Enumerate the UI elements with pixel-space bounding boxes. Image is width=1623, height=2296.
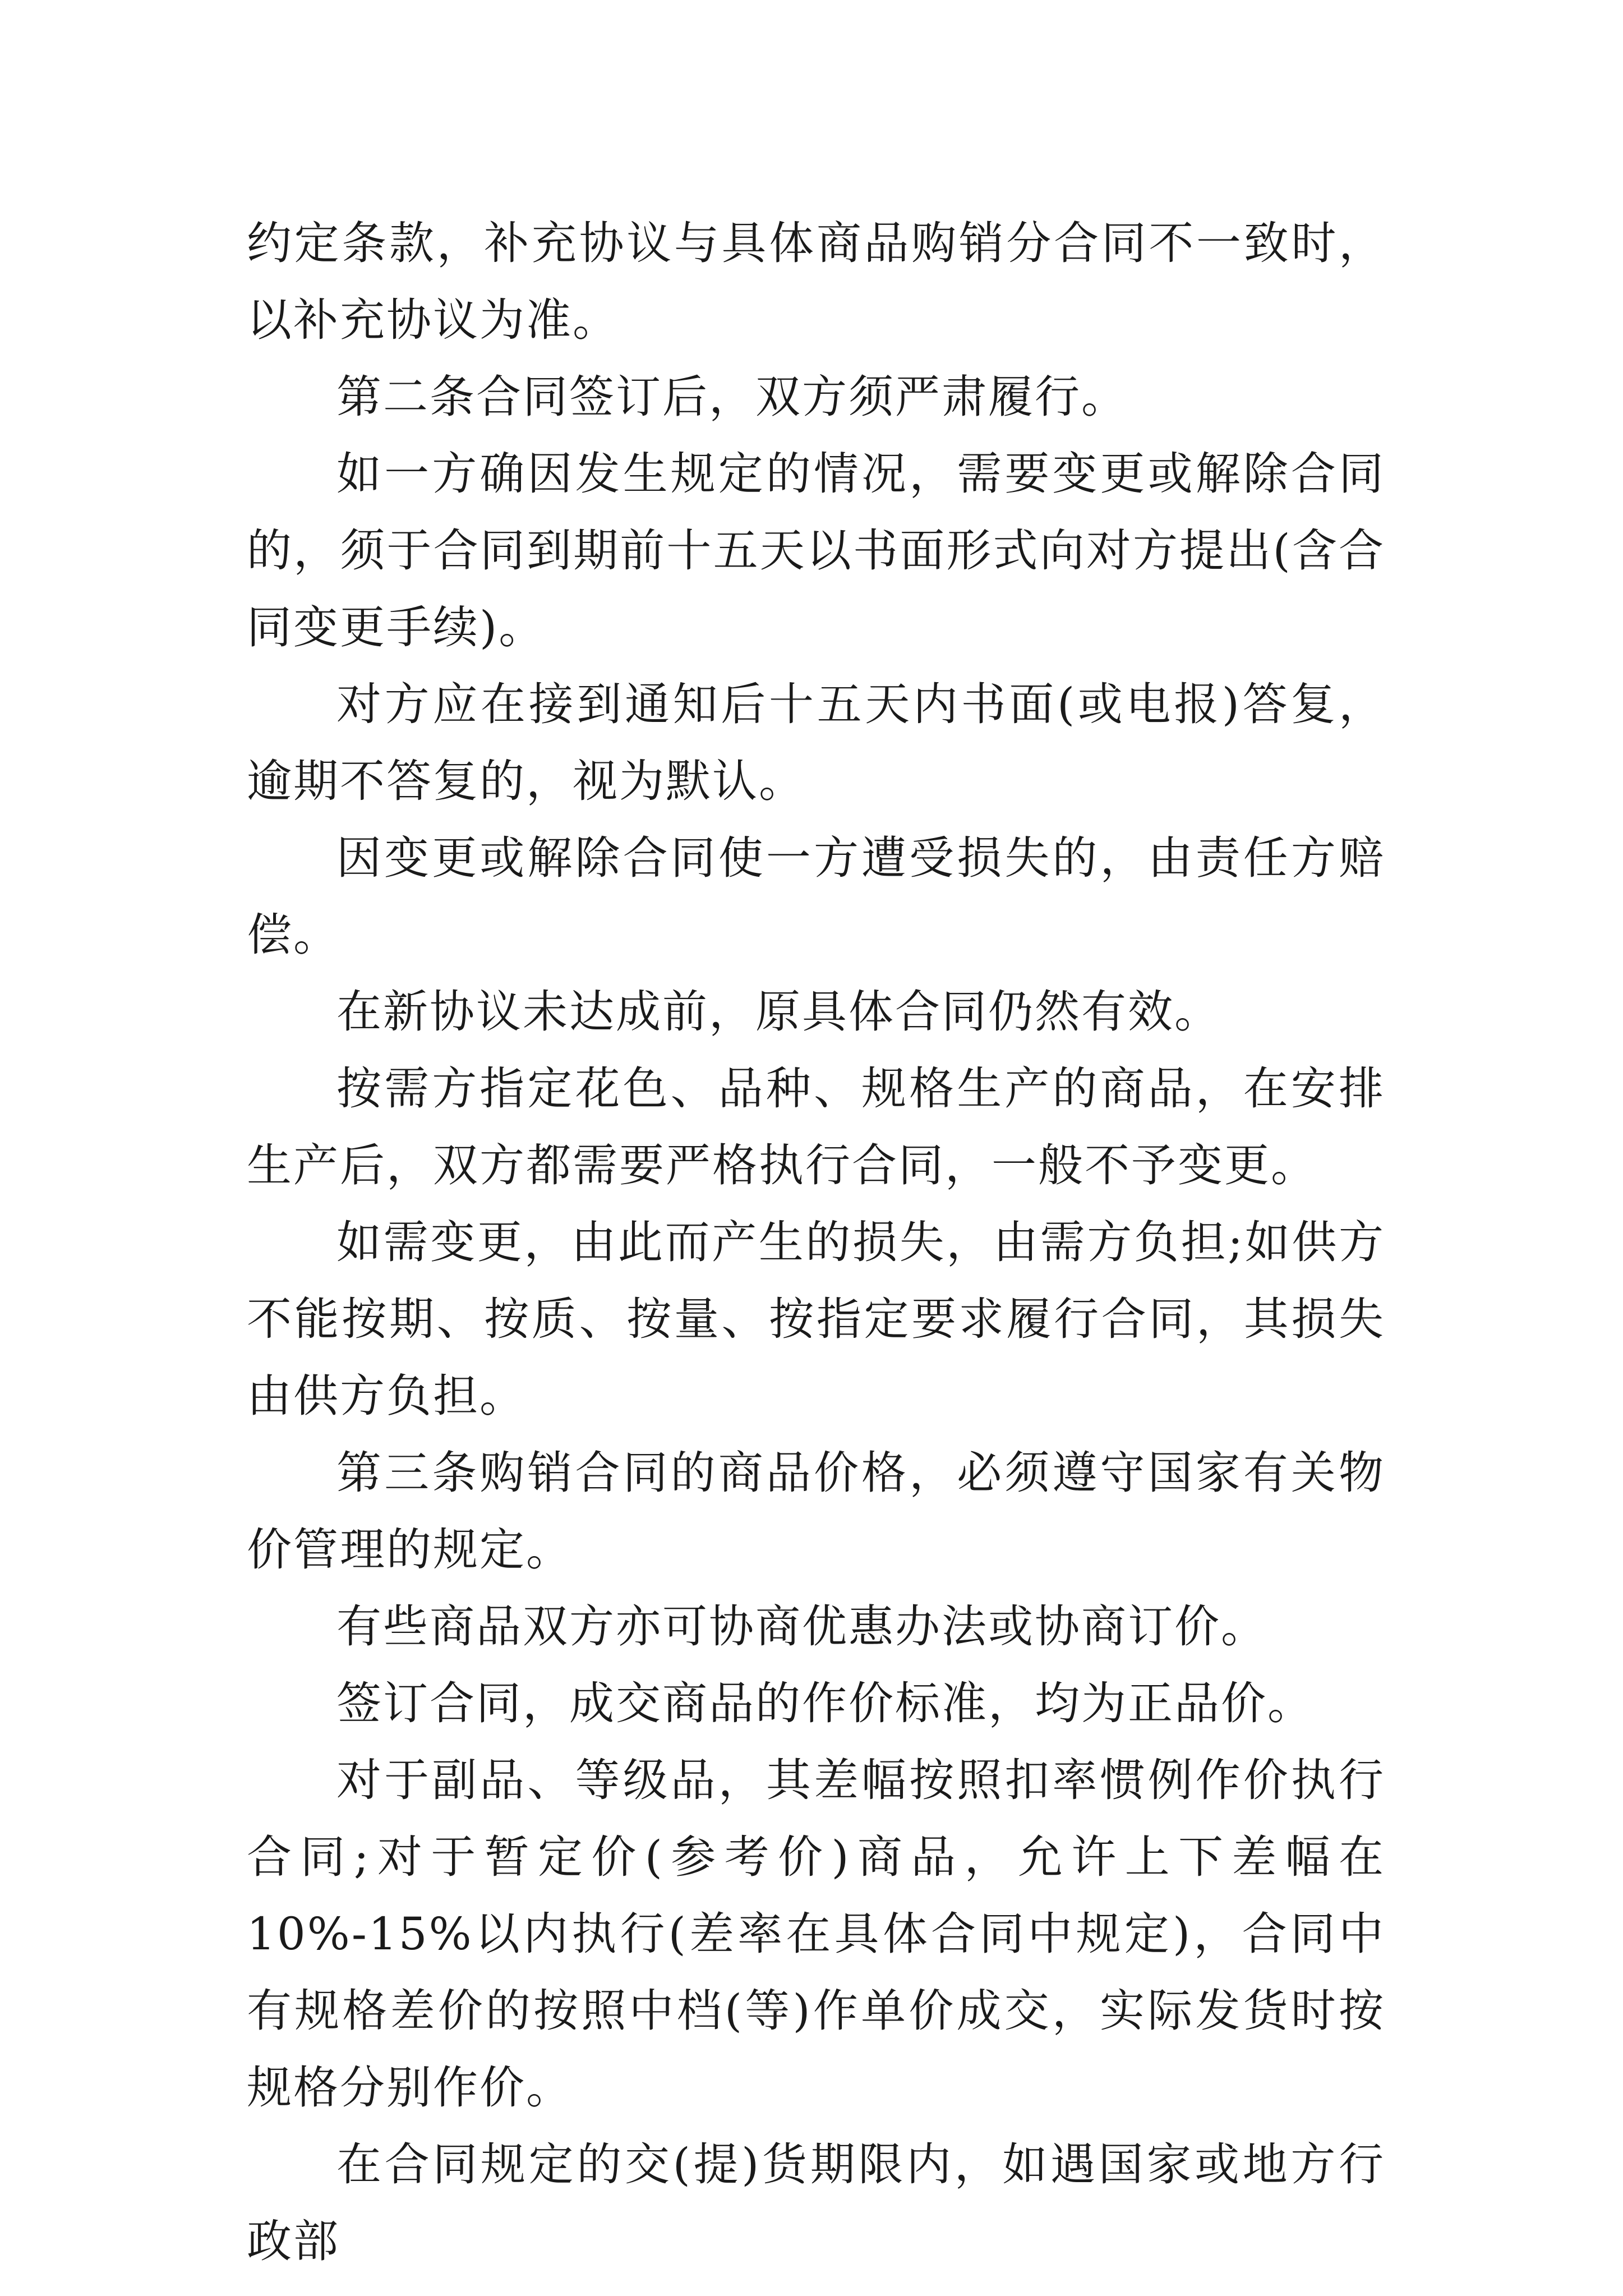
paragraph: 有些商品双方亦可协商优惠办法或协商订价。 (336, 1600, 1267, 1653)
paragraph: 按需方指定花色、品种、规格生产的商品，在安排生产后，双方都需要严格执行合同，一般不予变更。 (247, 1062, 1385, 1191)
paragraph: 在新协议未达成前，原具体合同仍然有效。 (336, 986, 1221, 1038)
paragraph: 如需变更，由此而产生的损失，由需方负担;如供方不能按期、按质、按量、按指定要求履行合同，其损失由供方负担。 (247, 1216, 1385, 1422)
document-body (247, 205, 1385, 2280)
paragraph: 第三条购销合同的商品价格，必须遵守国家有关物价管理的规定。 (247, 1447, 1385, 1576)
paragraph: 如一方确因发生规定的情况，需要变更或解除合同的，须于合同到期前十五天以书面形式向对方提出(含合同变更手续)。 (247, 448, 1385, 654)
paragraph: 在合同规定的交(提)货期限内，如遇国家或地方行政部 (247, 2138, 1385, 2267)
paragraph: 第二条合同签订后，双方须严肃履行。 (336, 371, 1128, 423)
paragraph: 签订合同，成交商品的作价标准，均为正品价。 (336, 1677, 1314, 1729)
paragraph: 对方应在接到通知后十五天内书面(或电报)答复，逾期不答复的，视为默认。 (247, 678, 1385, 807)
paragraph: 对于副品、等级品，其差幅按照扣率惯例作价执行合同;对于暂定价(参考价)商品，允许上下差幅在10%-15%以内执行(差率在具体合同中规定)，合同中有规格差价的按照中档(等)作单价成交，实际发货时按规格分别作价。 (247, 1754, 1385, 2114)
paragraph: 因变更或解除合同使一方遭受损失的，由责任方赔偿。 (247, 832, 1385, 961)
paragraph: 约定条款，补充协议与具体商品购销分合同不一致时，以补充协议为准。 (247, 217, 1385, 346)
